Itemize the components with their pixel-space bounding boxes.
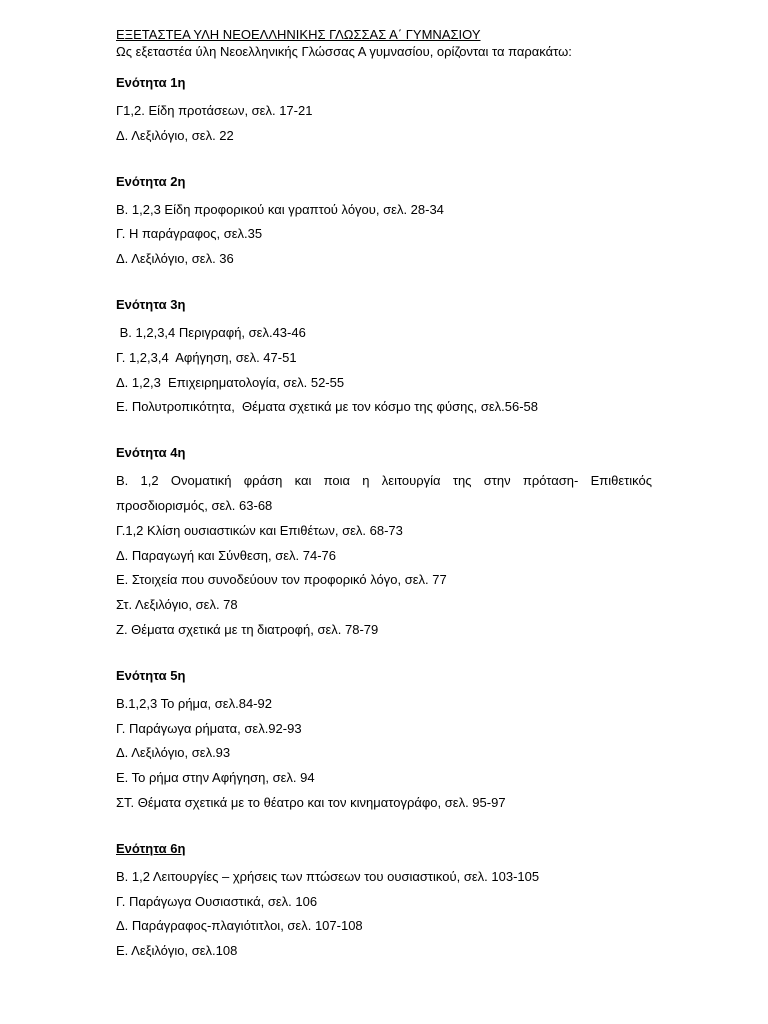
document-intro: Ως εξεταστέα ύλη Νεοελληνικής Γλώσσας Α γυμνασίου, ορίζονται τα παρακάτω: [116, 44, 572, 59]
sections-container [116, 74, 656, 964]
section-heading: Ενότητα 5η [116, 667, 186, 683]
syllabus-item: Β.1,2,3 Το ρήμα, σελ.84-92 [116, 695, 272, 711]
document-title: ΕΞΕΤΑΣΤΕΑ ΥΛΗ ΝΕΟΕΛΛΗΝΙΚΗΣ ΓΛΩΣΣΑΣ Α΄ ΓΥΜΝΑΣΙΟΥ [116, 27, 481, 42]
syllabus-item: Β. 1,2,3 Είδη προφορικού και γραπτού λόγου, σελ. 28-34 [116, 201, 444, 217]
syllabus-item: Γ.1,2 Κλίση ουσιαστικών και Επιθέτων, σελ. 68-73 [116, 522, 403, 538]
syllabus-item: Δ. Παράγραφος-πλαγιότιτλοι, σελ. 107-108 [116, 918, 363, 934]
syllabus-item: Ε. Λεξιλόγιο, σελ.108 [116, 943, 238, 959]
section [116, 173, 652, 272]
syllabus-item: Στ. Λεξιλόγιο, σελ. 78 [116, 597, 238, 613]
syllabus-item: Β. 1,2,3,4 Περιγραφή, σελ.43-46 [116, 324, 306, 340]
syllabus-item: Γ. Παράγωγα ρήματα, σελ.92-93 [116, 720, 302, 736]
syllabus-item: Ε. Το ρήμα στην Αφήγηση, σελ. 94 [116, 770, 315, 786]
syllabus-item: Β. 1,2 Λειτουργίες – χρήσεις των πτώσεων του ουσιαστικού, σελ. 103-105 [116, 868, 540, 884]
document-page [116, 27, 656, 988]
syllabus-item: Β. 1,2 Ονοματική φράση και ποια η λειτουργία της στην πρόταση- Επιθετικός προσδιορισμός, σελ. 63-68 [116, 473, 656, 513]
section-heading: Ενότητα 1η [116, 75, 186, 90]
section-heading: Ενότητα 3η [116, 296, 186, 312]
syllabus-item: Δ. Λεξιλόγιο, σελ. 22 [116, 127, 234, 143]
section [116, 296, 652, 420]
section [116, 74, 652, 149]
syllabus-item: Ε. Πολυτροπικότητα, Θέματα σχετικά με τον κόσμο της φύσης, σελ.56-58 [116, 399, 538, 415]
syllabus-item: Γ1,2. Είδη προτάσεων, σελ. 17-21 [116, 103, 313, 118]
section-heading: Ενότητα 4η [116, 445, 186, 461]
section-heading: Ενότητα 2η [116, 173, 186, 189]
syllabus-item: Γ. Παράγωγα Ουσιαστικά, σελ. 106 [116, 893, 318, 909]
syllabus-item: Ε. Στοιχεία που συνοδεύουν τον προφορικό λόγο, σελ. 77 [116, 572, 447, 588]
syllabus-item: Δ. Λεξιλόγιο, σελ.93 [116, 745, 231, 761]
section [116, 444, 656, 643]
section [116, 840, 652, 964]
syllabus-item: Δ. Παραγωγή και Σύνθεση, σελ. 74-76 [116, 547, 337, 563]
section-heading: Ενότητα 6η [116, 840, 186, 856]
section [116, 667, 652, 816]
syllabus-item: Ζ. Θέματα σχετικά με τη διατροφή, σελ. 78-79 [116, 621, 379, 637]
syllabus-item: Γ. 1,2,3,4 Αφήγηση, σελ. 47-51 [116, 349, 297, 365]
syllabus-item: Γ. Η παράγραφος, σελ.35 [116, 226, 263, 242]
syllabus-item: ΣΤ. Θέματα σχετικά με το θέατρο και τον κινηματογράφο, σελ. 95-97 [116, 794, 506, 810]
syllabus-item: Δ. Λεξιλόγιο, σελ. 36 [116, 251, 234, 267]
syllabus-item: Δ. 1,2,3 Επιχειρηματολογία, σελ. 52-55 [116, 374, 345, 390]
